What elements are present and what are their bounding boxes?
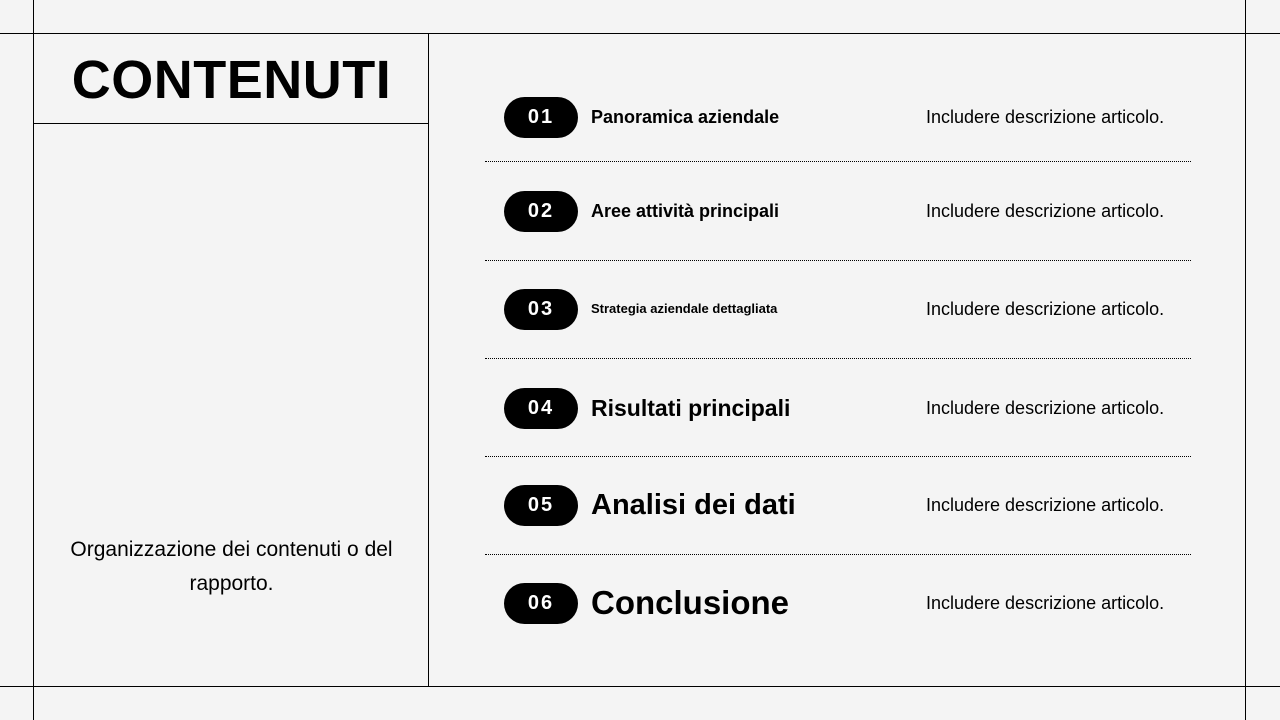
title-underline bbox=[33, 123, 429, 124]
item-description: Includere descrizione articolo. bbox=[926, 495, 1165, 515]
frame-right-line bbox=[1245, 0, 1246, 720]
item-number-badge: 01 bbox=[504, 97, 578, 138]
item-description: Includere descrizione articolo. bbox=[926, 107, 1165, 127]
item-number-badge: 03 bbox=[504, 289, 578, 330]
toc-item bbox=[485, 181, 1191, 241]
dotted-divider bbox=[485, 554, 1191, 555]
item-number-badge: 02 bbox=[504, 191, 578, 232]
item-description: Includere descrizione articolo. bbox=[926, 398, 1165, 418]
toc-item bbox=[485, 87, 1191, 147]
page-subtitle: Organizzazione dei contenuti o del rapporto. bbox=[70, 538, 393, 595]
dotted-divider bbox=[485, 260, 1191, 261]
dotted-divider bbox=[485, 358, 1191, 359]
item-title: Panoramica aziendale bbox=[591, 107, 780, 127]
dotted-divider bbox=[485, 456, 1191, 457]
item-description: Includere descrizione articolo. bbox=[926, 201, 1165, 221]
page-title: CONTENUTI bbox=[71, 50, 392, 110]
item-description: Includere descrizione articolo. bbox=[926, 299, 1165, 319]
item-description: Includere descrizione articolo. bbox=[926, 593, 1165, 613]
item-title: Aree attività principali bbox=[591, 201, 780, 221]
toc-item bbox=[485, 475, 1191, 535]
toc-item bbox=[485, 378, 1191, 438]
item-title: Risultati principali bbox=[591, 395, 791, 421]
frame-top-line bbox=[0, 33, 1280, 34]
item-number-badge: 04 bbox=[504, 388, 578, 429]
item-number-badge: 05 bbox=[504, 485, 578, 526]
toc-item bbox=[485, 279, 1191, 339]
item-title: Analisi dei dati bbox=[591, 489, 796, 521]
frame-bottom-line bbox=[0, 686, 1280, 687]
dotted-divider bbox=[485, 161, 1191, 162]
item-number-badge: 06 bbox=[504, 583, 578, 624]
item-title: Conclusione bbox=[591, 584, 790, 621]
toc-item bbox=[485, 573, 1191, 633]
item-title: Strategia aziendale dettagliata bbox=[591, 301, 778, 316]
